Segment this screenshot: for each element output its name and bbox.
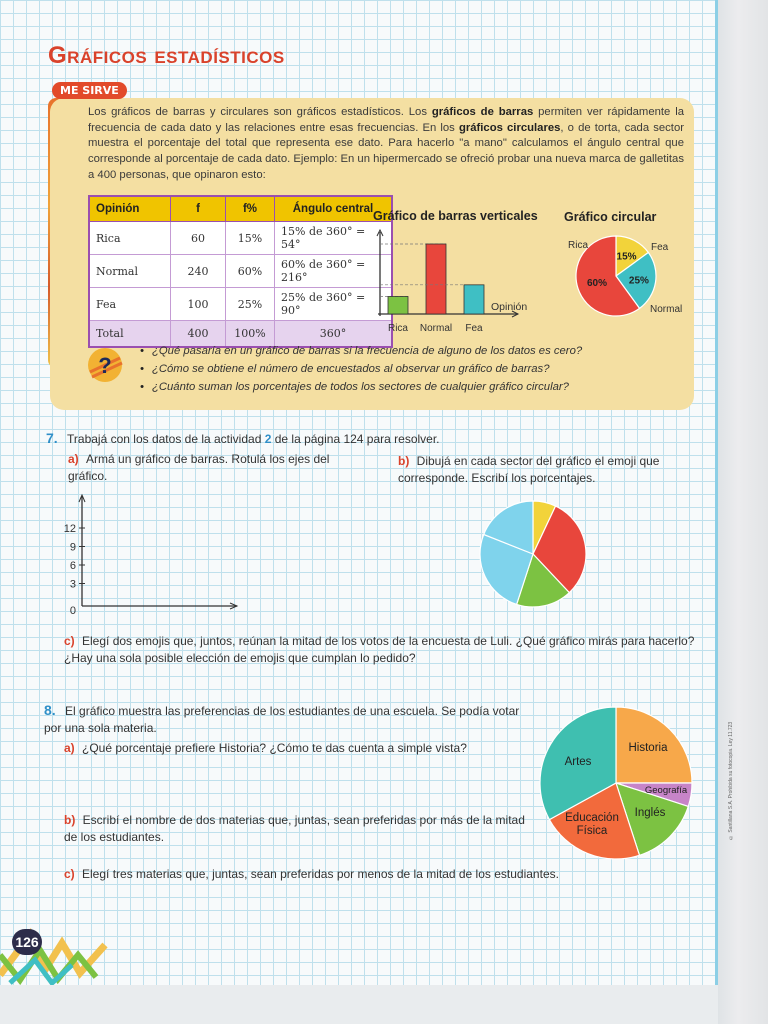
reflection-questions	[140, 342, 582, 396]
y-tick-label: 6	[69, 560, 76, 572]
x-tick-label: Fea	[465, 323, 483, 334]
pie-chart-title: Gráfico circular	[564, 210, 657, 224]
slice-label: Geografía	[644, 785, 688, 796]
table-cell: Total	[89, 321, 171, 348]
table-cell: 100%	[226, 321, 275, 348]
table-row	[89, 222, 392, 255]
exercise-7b	[398, 453, 698, 487]
exercise-number: 7.	[46, 430, 58, 446]
svg-text:?: ?	[98, 353, 112, 378]
copyright-note: © Santillana S.A. Prohibida su fotocopia. Ley 11.723	[728, 721, 734, 840]
item-text: ¿Qué porcentaje prefiere Historia? ¿Cómo te das cuenta a simple vista?	[82, 741, 467, 755]
ex7-activity-ref: 2	[264, 432, 272, 446]
slice-category-label: Normal	[650, 304, 683, 315]
table-header: Ángulo central	[275, 196, 393, 222]
exercise-number: 8.	[44, 702, 56, 718]
intro-paragraph	[88, 105, 684, 184]
intro-bold-2: gráficos circulares	[458, 121, 561, 134]
slice-label: Artes	[564, 756, 592, 768]
question-item: • ¿Cómo se obtiene el número de encuestados al observar un gráfico de barras?	[140, 360, 582, 378]
bar	[464, 285, 484, 314]
table-row	[89, 288, 392, 321]
page-edge	[718, 0, 768, 1024]
intro-text-1: Los gráficos de barras y circulares son gráficos estadísticos. Los	[88, 106, 432, 118]
x-axis-label: Opinión	[491, 301, 528, 313]
item-label: c)	[64, 867, 75, 881]
page-title: Gráficos estadísticos	[48, 42, 285, 69]
slice-value-label: 15%	[616, 251, 637, 263]
item-label: c)	[64, 634, 75, 648]
me-sirve-badge: ME SIRVE	[52, 82, 127, 99]
table-cell: 25% de 360° = 90°	[275, 288, 393, 321]
item-text: Escribí el nombre de dos materias que, juntas, sean preferidas por más de la mitad de los estudiantes.	[64, 813, 525, 844]
intro-bold-1: gráficos de barras	[431, 106, 534, 118]
table-cell: 15% de 360° = 54°	[275, 222, 393, 255]
item-text: Elegí dos emojis que, juntos, reúnan la mitad de los votos de la encuesta de Luli. ¿Qué gráfico mirás para hacerlo? ¿Hay una sola posible elección de emojis que cumplan lo pedido?	[64, 634, 695, 665]
exercise-7-stem	[46, 430, 440, 448]
ex7-stem-b: de la página 124 para resolver.	[271, 432, 440, 446]
emoji-pie-chart	[476, 498, 590, 610]
question-item: • ¿Qué pasaría en un gráfico de barras si la frecuencia de alguno de los datos es cero?	[140, 342, 582, 360]
table-cell: 60% de 360° = 216°	[275, 255, 393, 288]
page-bottom-margin	[0, 985, 718, 1024]
example-bar-chart	[368, 228, 538, 340]
opinion-table	[88, 195, 393, 348]
question-item: • ¿Cuánto suman los porcentajes de todos los sectores de cualquier gráfico circular?	[140, 378, 582, 396]
slice-value-label: 60%	[586, 278, 607, 290]
slice-category-label: Rica	[568, 240, 589, 251]
slice-label: Física	[576, 825, 608, 837]
table-header: f%	[226, 196, 275, 222]
y-tick-label: 3	[69, 578, 76, 591]
exercise-8b	[64, 812, 540, 846]
slice-label: Educación	[565, 812, 619, 824]
table-header: f	[171, 196, 226, 222]
question-mark-icon	[86, 346, 124, 384]
exercise-7a	[68, 451, 368, 485]
table-header-row	[89, 196, 392, 222]
x-tick-label: Rica	[387, 323, 409, 334]
item-label: b)	[398, 454, 410, 468]
item-text: Armá un gráfico de barras. Rotulá los ejes del gráfico.	[68, 452, 330, 483]
slice-value-label: 25%	[628, 275, 649, 287]
table-cell: 240	[171, 255, 226, 288]
item-text: Elegí tres materias que, juntas, sean preferidas por menos de la mitad de los estudiantes.	[82, 867, 559, 881]
item-label: b)	[64, 813, 76, 827]
x-tick-label: Normal	[419, 323, 453, 334]
intro-text-3: , o de torta, cada sector muestra el porcentaje del total que representa ese dato. Para hacerlo "a mano" calculamos el ángulo central que corresponde al porcentaje de cada dato. Ejemplo: En un hipermercado se ofreció probar una nueva marca de galletitas a 400 personas, que opinaron esto:	[88, 121, 684, 181]
bar	[388, 297, 408, 315]
bar-chart-title: Gráfico de barras verticales	[373, 209, 538, 223]
y-tick-label: 12	[63, 523, 76, 535]
table-row	[89, 255, 392, 288]
table-cell: 15%	[226, 222, 275, 255]
table-cell: 100	[171, 288, 226, 321]
table-cell: 60%	[226, 255, 275, 288]
exercise-8c	[64, 866, 664, 883]
empty-bar-chart-axes	[62, 492, 242, 617]
slice-label: Inglés	[634, 807, 666, 819]
table-cell: Rica	[89, 222, 171, 255]
slice-label: Historia	[628, 742, 668, 754]
example-pie-chart	[560, 232, 695, 322]
slice-category-label: Fea	[651, 242, 669, 253]
exercise-8a	[64, 740, 534, 757]
item-label: a)	[68, 452, 79, 466]
table-cell: 60	[171, 222, 226, 255]
table-cell: 25%	[226, 288, 275, 321]
item-label: a)	[64, 741, 75, 755]
table-cell: Fea	[89, 288, 171, 321]
y-tick-label: 0	[69, 605, 76, 617]
table-cell: 360°	[275, 321, 393, 348]
ex8-stem: El gráfico muestra las preferencias de los estudiantes de una escuela. Se podía votar por una sola materia.	[44, 704, 520, 735]
item-text: Dibujá en cada sector del gráfico el emoji que corresponde. Escribí los porcentajes.	[398, 454, 660, 485]
page-number: 126	[12, 929, 42, 955]
exercise-7c	[64, 633, 700, 667]
table-cell: 400	[171, 321, 226, 348]
exercise-8-stem	[44, 702, 532, 737]
ex7-stem-a: Trabajá con los datos de la actividad	[67, 432, 265, 446]
intro-text-2: permiten ver rápidamente la frecuencia de cada dato y las relaciones entre esas frecuencias. En los	[88, 106, 684, 134]
y-tick-label: 9	[69, 541, 76, 554]
table-cell: Normal	[89, 255, 171, 288]
subjects-pie-chart	[534, 703, 698, 863]
table-header: Opinión	[89, 196, 171, 222]
bar	[426, 244, 446, 314]
